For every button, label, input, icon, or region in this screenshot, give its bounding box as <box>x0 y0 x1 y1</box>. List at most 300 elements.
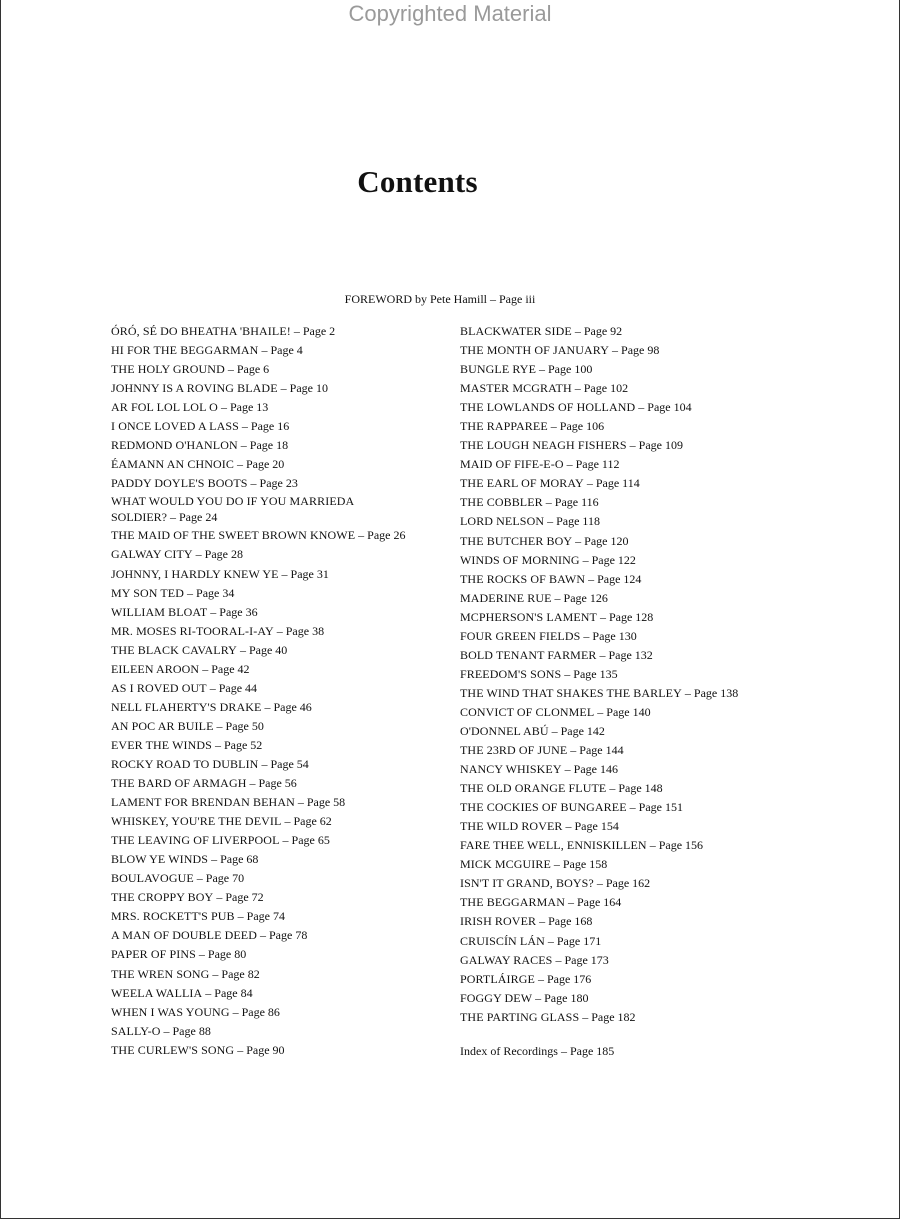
entry-title: ÓRÓ, SÉ DO BHEATHA 'BHAILE! <box>111 324 291 338</box>
toc-entry <box>460 532 800 551</box>
entry-page: Page 104 <box>647 400 692 415</box>
entry-title: LAMENT FOR BRENDAN BEHAN <box>111 795 295 810</box>
entry-separator: – <box>167 509 179 524</box>
entry-page: Page 158 <box>562 857 608 872</box>
contents-right-column <box>460 322 800 1027</box>
entry-title: FOUR GREEN FIELDS <box>460 628 581 643</box>
toc-entry <box>111 565 456 584</box>
entry-separator: – <box>278 566 291 581</box>
toc-entry <box>111 774 456 793</box>
toc-entry <box>460 779 800 798</box>
entry-separator: – <box>233 457 246 472</box>
toc-entry <box>460 836 800 855</box>
toc-entry <box>111 493 381 526</box>
entry-title: WINDS OF MORNING <box>460 552 580 567</box>
entry-separator: – <box>571 381 584 396</box>
entry-title: WHEN I WAS YOUNG <box>111 1004 230 1019</box>
entry-page: Page 44 <box>218 680 258 695</box>
toc-entry <box>460 608 800 627</box>
entry-title: BUNGLE RYE <box>460 362 536 377</box>
entry-separator: – <box>593 876 606 891</box>
entry-separator: – <box>572 533 585 548</box>
entry-page: Page 10 <box>289 381 328 396</box>
entry-title: O'DONNEL ABÚ <box>460 723 549 738</box>
entry-page: Page 118 <box>556 514 600 529</box>
entry-separator: – <box>184 585 197 600</box>
toc-entry <box>111 584 456 603</box>
toc-entry <box>111 793 456 812</box>
entry-page: Page 65 <box>291 833 330 848</box>
entry-page: Page 156 <box>658 838 704 853</box>
entry-page: Page 56 <box>258 776 297 791</box>
entry-title: THE BLACK CAVALRY <box>111 642 237 657</box>
entry-separator: – <box>606 781 619 796</box>
entry-page: Page 36 <box>219 604 258 619</box>
entry-separator: – <box>563 457 576 472</box>
entry-separator: – <box>234 909 247 924</box>
entry-separator: – <box>237 438 250 453</box>
entry-title: THE PARTING GLASS <box>460 1009 580 1024</box>
entry-title: ISN'T IT GRAND, BOYS? <box>460 876 594 891</box>
entry-title: ROCKY ROAD TO DUBLIN <box>111 756 259 771</box>
entry-separator: – <box>532 990 545 1005</box>
toc-entry <box>460 741 800 760</box>
entry-separator: – <box>536 362 548 377</box>
entry-separator: – <box>193 871 206 886</box>
entry-title: THE CROPPY BOY <box>111 890 214 905</box>
toc-entry <box>460 417 800 436</box>
toc-entry <box>460 855 800 874</box>
entry-separator: – <box>217 400 230 415</box>
entry-page: Page 144 <box>579 743 624 758</box>
entry-page: Page 4 <box>270 343 303 358</box>
entry-separator: – <box>562 819 575 834</box>
entry-title: THE BARD OF ARMAGH <box>111 776 247 791</box>
entry-separator: – <box>279 833 292 848</box>
entry-title: BOLD TENANT FARMER <box>460 647 597 662</box>
entry-separator: – <box>209 966 222 981</box>
entry-title: THE MAID OF THE SWEET BROWN KNOWE <box>111 528 356 543</box>
entry-title: GALWAY RACES <box>460 952 553 967</box>
entry-page: Page 58 <box>306 795 346 810</box>
entry-page: Page 146 <box>573 762 618 777</box>
entry-separator: – <box>594 704 607 719</box>
entry-title: EILEEN AROON <box>111 661 200 676</box>
entry-title: BLACKWATER SIDE <box>460 324 572 338</box>
entry-title: MY SON TED <box>111 585 185 600</box>
entry-title: CONVICT OF CLONMEL <box>460 704 595 719</box>
entry-separator: – <box>236 642 249 657</box>
entry-separator: – <box>551 590 564 605</box>
entry-page: Page 100 <box>548 362 593 377</box>
entry-separator: – <box>596 609 609 624</box>
entry-title: THE WIND THAT SHAKES THE BARLEY <box>460 685 682 700</box>
entry-page: Page 90 <box>246 1042 285 1057</box>
entry-page: Page 86 <box>241 1004 280 1019</box>
toc-entry <box>111 812 456 831</box>
toc-entry <box>111 436 456 455</box>
toc-entry <box>111 1003 456 1022</box>
entry-page: Page 20 <box>245 457 285 472</box>
entry-title: THE COBBLER <box>460 495 543 510</box>
toc-entry <box>460 379 800 398</box>
entry-separator: – <box>557 1044 570 1058</box>
entry-separator: – <box>681 685 694 700</box>
entry-page: Page 130 <box>592 628 637 643</box>
entry-title: MRS. ROCKETT'S PUB <box>111 909 235 924</box>
toc-entry <box>460 474 800 493</box>
entry-page: Page 148 <box>618 781 663 796</box>
entry-page: Page 82 <box>221 966 260 981</box>
entry-page: Page 92 <box>583 324 623 338</box>
entry-title: THE BEGGARMAN <box>460 895 565 910</box>
entry-title: AR FOL LOL LOL O <box>111 400 218 415</box>
entry-title: EVER THE WINDS <box>111 737 212 752</box>
toc-entry <box>460 455 800 474</box>
entry-separator: – <box>547 419 560 434</box>
entry-title: THE OLD ORANGE FLUTE <box>460 781 607 796</box>
entry-title: THE COCKIES OF BUNGAREE <box>460 800 627 815</box>
entry-title: MCPHERSON'S LAMENT <box>460 609 597 624</box>
entry-title: THE CURLEW'S SONG <box>111 1042 235 1057</box>
entry-separator: – <box>536 914 549 929</box>
entry-page: Page 180 <box>544 990 589 1005</box>
toc-entry <box>460 722 800 741</box>
toc-entry <box>111 888 456 907</box>
entry-page: Page 109 <box>638 438 683 453</box>
entry-separator: – <box>195 947 208 962</box>
toc-entry <box>111 717 456 736</box>
entry-separator: – <box>199 661 212 676</box>
entry-title: JOHNNY IS A ROVING BLADE <box>111 381 278 396</box>
entry-page: Page 116 <box>554 495 599 510</box>
toc-entry <box>111 526 456 545</box>
entry-page: Page 26 <box>367 528 406 543</box>
entry-title: MAID OF FIFE-E-O <box>460 457 564 472</box>
toc-entry <box>111 379 456 398</box>
entry-separator: – <box>552 952 565 967</box>
foreword-entry: FOREWORD by Pete Hamill – Page iii <box>344 292 536 306</box>
entry-separator: – <box>247 476 260 491</box>
toc-entry <box>460 646 800 665</box>
toc-entry <box>111 679 456 698</box>
entry-separator: – <box>609 343 622 358</box>
entry-separator: – <box>646 838 659 853</box>
entry-separator: – <box>206 680 219 695</box>
toc-entry <box>460 570 800 589</box>
toc-entry <box>460 322 800 341</box>
toc-entry <box>111 698 456 717</box>
entry-separator: – <box>579 1009 592 1024</box>
index-of-recordings-entry <box>460 1044 614 1059</box>
toc-entry <box>111 341 456 360</box>
entry-separator: – <box>534 971 547 986</box>
toc-entry <box>460 893 800 912</box>
toc-entry <box>460 493 800 512</box>
toc-entry <box>460 798 800 817</box>
entry-separator: – <box>229 1004 242 1019</box>
entry-separator: – <box>246 776 259 791</box>
entry-separator: – <box>160 1023 173 1038</box>
toc-entry <box>111 545 456 564</box>
entry-page: Page 74 <box>246 909 285 924</box>
entry-separator: – <box>202 985 215 1000</box>
entry-page: Page 106 <box>559 419 605 434</box>
entry-title: WEELA WALLIA <box>111 985 203 1000</box>
entry-page: Page 62 <box>293 814 332 829</box>
toc-entry <box>460 398 800 417</box>
toc-entry <box>460 989 800 1008</box>
entry-page: Page 6 <box>236 362 270 377</box>
toc-entry <box>111 622 456 641</box>
entry-page: Page 120 <box>584 533 629 548</box>
entry-page: Page 68 <box>220 852 259 867</box>
entry-page: Page 72 <box>225 890 264 905</box>
entry-page: Page 31 <box>290 566 329 581</box>
contents-left-column <box>111 322 456 1060</box>
toc-entry <box>111 1022 456 1041</box>
entry-page: Page 102 <box>583 381 629 396</box>
toc-entry <box>460 760 800 779</box>
entry-page: Page 182 <box>591 1009 636 1024</box>
entry-separator: – <box>273 623 286 638</box>
entry-page: Page 164 <box>576 895 622 910</box>
toc-entry <box>460 360 800 379</box>
entry-title: THE HOLY GROUND <box>111 362 225 377</box>
entry-title: THE 23RD OF JUNE <box>460 743 568 758</box>
toc-entry <box>460 970 800 989</box>
entry-page: Page 80 <box>207 947 247 962</box>
toc-entry <box>460 627 800 646</box>
toc-entry <box>460 341 800 360</box>
toc-entry <box>111 360 456 379</box>
entry-title: THE MONTH OF JANUARY <box>460 343 610 358</box>
entry-page: Page 42 <box>211 661 250 676</box>
entry-title: AS I ROVED OUT <box>111 680 207 695</box>
entry-page: Page 13 <box>229 400 269 415</box>
toc-entry <box>111 850 456 869</box>
toc-entry <box>460 665 800 684</box>
entry-title: THE LOWLANDS OF HOLLAND <box>460 400 636 415</box>
entry-page: Page 185 <box>569 1044 615 1058</box>
entry-separator: – <box>258 343 271 358</box>
toc-entry <box>111 603 456 622</box>
toc-entry <box>460 512 800 531</box>
entry-page: Page 138 <box>693 685 739 700</box>
entry-page: Page 176 <box>546 971 592 986</box>
entry-title: THE WILD ROVER <box>460 819 563 834</box>
entry-title: I ONCE LOVED A LASS <box>111 419 239 434</box>
entry-title: REDMOND O'HANLON <box>111 438 238 453</box>
entry-separator: – <box>224 362 237 377</box>
toc-entry <box>111 736 456 755</box>
entry-separator: – <box>355 528 368 543</box>
entry-title: THE LOUGH NEAGH FISHERS <box>460 438 627 453</box>
entry-page: Page 135 <box>573 666 618 681</box>
entry-page: Page 52 <box>223 737 263 752</box>
entry-title: HI FOR THE BEGGARMAN <box>111 343 259 358</box>
toc-entry <box>460 912 800 931</box>
entry-title: BLOW YE WINDS <box>111 852 209 867</box>
entry-page: Page 78 <box>269 928 308 943</box>
toc-entry <box>111 322 456 341</box>
entry-separator: – <box>626 438 639 453</box>
entry-page: Page 126 <box>563 590 608 605</box>
entry-separator: – <box>213 718 226 733</box>
entry-page: Page 142 <box>560 723 605 738</box>
entry-separator: – <box>583 476 596 491</box>
entry-separator: – <box>561 666 574 681</box>
entry-separator: – <box>550 857 563 872</box>
toc-entry <box>111 945 456 964</box>
entry-title: IRISH ROVER <box>460 914 537 929</box>
entry-title: MICK MCGUIRE <box>460 857 551 872</box>
entry-page: Page 173 <box>564 952 609 967</box>
entry-separator: – <box>548 723 561 738</box>
entry-separator: – <box>290 324 303 338</box>
toc-entry <box>111 831 456 850</box>
entry-title: WHAT WOULD YOU DO IF YOU MARRIED <box>111 494 346 509</box>
entry-title: PORTLÁIRGE <box>460 971 535 986</box>
entry-separator: – <box>281 814 294 829</box>
entry-separator: – <box>277 381 290 396</box>
entry-page: Page 16 <box>250 419 290 434</box>
entry-title: THE EARL OF MORAY <box>460 476 584 491</box>
toc-entry <box>111 965 456 984</box>
entry-separator: – <box>213 890 226 905</box>
entry-separator: – <box>192 547 205 562</box>
entry-title: A MAN OF DOUBLE DEED <box>111 928 257 943</box>
toc-entry <box>460 589 800 608</box>
toc-entry <box>111 926 456 945</box>
entry-title: LORD NELSON <box>460 514 545 529</box>
toc-entry <box>460 817 800 836</box>
entry-title: Index of Recordings <box>460 1044 558 1058</box>
entry-page: Page 24 <box>179 509 218 524</box>
entry-title: BOULAVOGUE <box>111 871 194 886</box>
entry-separator: – <box>635 400 648 415</box>
entry-page: Page 122 <box>591 552 636 567</box>
entry-separator: – <box>626 800 639 815</box>
entry-page: Page 128 <box>608 609 654 624</box>
entry-page: Page 114 <box>595 476 640 491</box>
entry-separator: – <box>238 419 251 434</box>
entry-page: Page 171 <box>556 933 602 948</box>
toc-entry <box>111 641 456 660</box>
entry-title: CRUISCÍN LÁN <box>460 933 545 948</box>
entry-title: GALWAY CITY <box>111 547 193 562</box>
entry-title: FREEDOM'S SONS <box>460 666 562 681</box>
entry-separator: – <box>580 628 593 643</box>
entry-separator: – <box>257 928 269 943</box>
entry-separator: – <box>208 852 221 867</box>
entry-title: MR. MOSES RI-TOORAL-I-AY <box>111 623 274 638</box>
toc-entry <box>111 755 456 774</box>
entry-page: Page 18 <box>249 438 289 453</box>
toc-entry <box>111 869 456 888</box>
entry-page: Page 50 <box>225 718 264 733</box>
toc-entry <box>460 551 800 570</box>
toc-entry <box>460 932 800 951</box>
toc-entry <box>460 951 800 970</box>
entry-page: Page 162 <box>605 876 651 891</box>
toc-entry <box>111 984 456 1003</box>
entry-title: NANCY WHISKEY <box>460 762 562 777</box>
entry-page: Page 28 <box>204 547 243 562</box>
entry-title: SALLY-O <box>111 1023 161 1038</box>
toc-entry <box>460 703 800 722</box>
entry-page: Page 38 <box>285 623 325 638</box>
page-title: Contents <box>357 164 478 199</box>
entry-separator: – <box>294 795 307 810</box>
entry-separator: – <box>579 552 592 567</box>
entry-page: Page 40 <box>248 642 288 657</box>
toc-entry <box>111 398 456 417</box>
toc-entry <box>111 907 456 926</box>
entry-separator: – <box>544 514 557 529</box>
entry-title: THE BUTCHER BOY <box>460 533 573 548</box>
entry-title: THE WREN SONG <box>111 966 210 981</box>
copyright-watermark: Copyrighted Material <box>348 1 552 26</box>
entry-title: FARE THEE WELL, ENNISKILLEN <box>460 838 647 853</box>
entry-separator: – <box>542 495 555 510</box>
toc-entry <box>460 436 800 455</box>
entry-title: THE RAPPAREE <box>460 419 548 434</box>
entry-page: Page 168 <box>548 914 593 929</box>
entry-page: Page 84 <box>214 985 253 1000</box>
toc-entry <box>111 455 456 474</box>
entry-title: PAPER OF PINS <box>111 947 196 962</box>
entry-page: Page 112 <box>575 457 620 472</box>
entry-page: Page 54 <box>270 756 309 771</box>
entry-page: Page 98 <box>621 343 660 358</box>
entry-page: Page 88 <box>172 1023 211 1038</box>
entry-title: ÉAMANN AN CHNOIC <box>111 457 234 472</box>
toc-entry <box>460 1008 800 1027</box>
toc-entry <box>111 1041 456 1060</box>
entry-page: Page 70 <box>205 871 245 886</box>
entry-title: THE ROCKS OF BAWN <box>460 571 586 586</box>
entry-separator: – <box>207 604 220 619</box>
entry-page: Page 2 <box>302 324 336 338</box>
entry-title-continued-text: A SOLDIER? <box>111 494 354 524</box>
entry-separator: – <box>564 895 577 910</box>
entry-separator: – <box>561 762 574 777</box>
entry-separator: – <box>544 933 557 948</box>
entry-separator: – <box>261 699 274 714</box>
toc-entry <box>460 684 800 703</box>
entry-separator: – <box>567 743 580 758</box>
entry-separator: – <box>211 737 224 752</box>
entry-separator: – <box>596 647 609 662</box>
toc-entry <box>111 660 456 679</box>
entry-separator: – <box>585 571 598 586</box>
entry-separator: – <box>571 324 584 338</box>
entry-page: Page 151 <box>638 800 683 815</box>
entry-page: Page 23 <box>259 476 298 491</box>
entry-title: NELL FLAHERTY'S DRAKE <box>111 699 262 714</box>
entry-title: WHISKEY, YOU'RE THE DEVIL <box>111 814 282 829</box>
entry-title: AN POC AR BUILE <box>111 718 214 733</box>
entry-title: THE LEAVING OF LIVERPOOL <box>111 833 280 848</box>
entry-page: Page 34 <box>196 585 235 600</box>
entry-page: Page 154 <box>574 819 619 834</box>
toc-entry <box>460 874 800 893</box>
toc-entry <box>111 474 456 493</box>
entry-title: FOGGY DEW <box>460 990 533 1005</box>
entry-page: Page 46 <box>273 699 312 714</box>
entry-page: Page 124 <box>597 571 642 586</box>
